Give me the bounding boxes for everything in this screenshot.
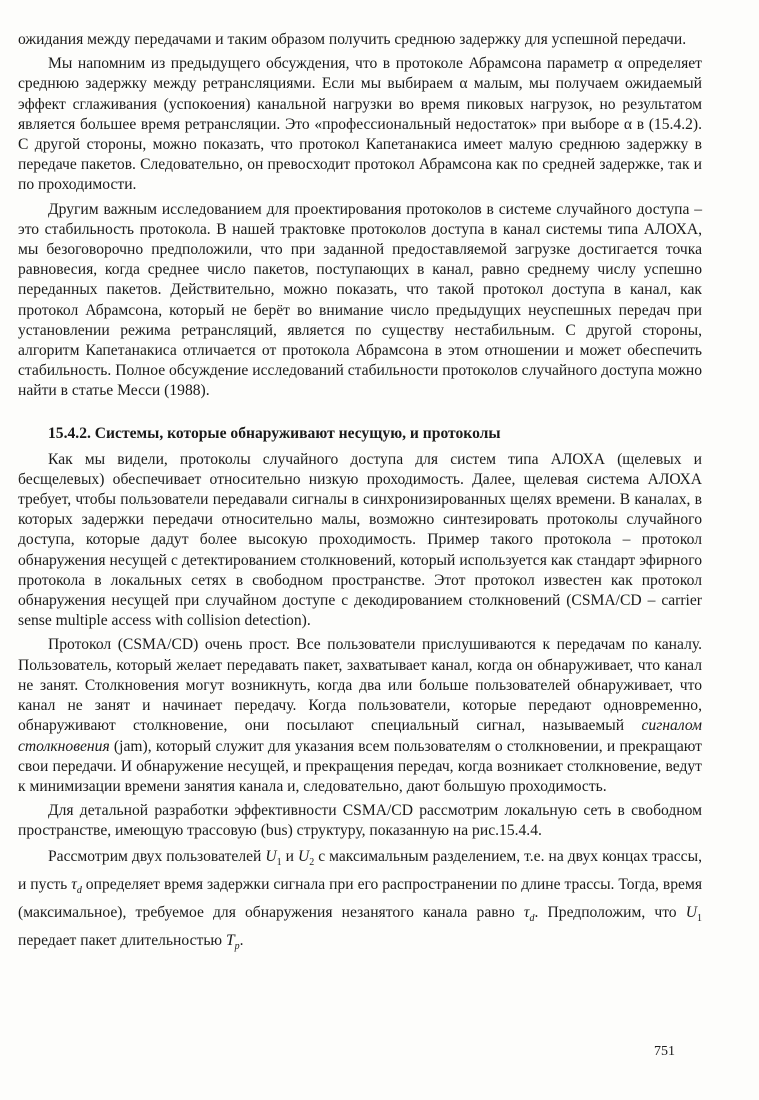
paragraph-7	[18, 846, 702, 958]
sub-p: p	[234, 940, 240, 952]
sub-d: d	[76, 884, 82, 896]
paragraph-2: Мы напомним из предыдущего обсуждения, что в протоколе Абрамсона параметр α определяет среднюю задержку между ретрансляциями. Если мы выбираем α малым, мы получаем ожидаемый эффект сглаживания (успокоения) канальной нагрузки во время пиковых нагрузок, но результатом является большее время ретрансляции. Это «профессиональный недостаток» при выборе α в (15.4.2). С другой стороны, можно показать, что протокол Капетанакиса имеет малую среднюю задержку в передаче пакетов. Следовательно, он превосходит протокол Абрамсона как по средней задержке, так и по проходимости.	[18, 55, 702, 194]
sub-2: 2	[309, 856, 315, 868]
paragraph-1: ожидания между передачами и таким образом получить среднюю задержку для успешной передачи.	[18, 31, 687, 48]
p5-emphasis: сигналом столкновения	[18, 717, 702, 755]
p7-and: и	[281, 847, 298, 865]
p7-text-e: . Предположим, что	[534, 903, 686, 921]
paragraph-4: Как мы видели, протоколы случайного доступа для систем типа АЛОХА (щелевых и бесщелевых) обеспечивает относительно низкую проходимость. Далее, щелевая система АЛОХА требует, чтобы пользователи передавали сигналы в синхронизированных щелях времени. В каналах, в которых задержки передачи относительно малы, возможно синтезировать протоколы случайного доступа, которые дадут более высокую проходимость. Пример такого протокола – протокол обнаружения несущей с детектированием столкновений, который используется как стандарт эфирного протокола в локальных сетях в свободном пространстве. Этот протокол известен как протокол обнаружения несущей при случайном доступе с декодированием столкновений (CSMA/CD – carrier sense multiple access with collision detection).	[18, 450, 702, 630]
paragraph-5	[18, 635, 702, 797]
p5-text-b: (jam), который служит для указания всем пользователям о столкновении, и прекращают свои передачи. И обнаружение несущей, и прекращения передач, когда возникает столкновение, ведут к минимизации времени занятия канала и, следовательно, дают большую проходимость.	[18, 737, 702, 795]
page-body	[18, 30, 702, 958]
p7-text-c: определяет время задержки сигнала при его распространении по длине трассы. Тогда, время (максимальное), требуемое для обнаружения незанятого канала равно	[18, 875, 702, 921]
paragraph-6: Для детальной разработки эффективности CSMA/CD рассмотрим локальную сеть в свободном пространстве, имеющую трассовую (bus) структуру, показанную на рис.15.4.4.	[18, 802, 702, 840]
sub-1: 1	[276, 856, 282, 868]
p7-text-g: .	[239, 931, 244, 949]
var-t: T	[225, 931, 235, 949]
var-tau-2: τ	[523, 903, 530, 921]
paragraph-3: Другим важным исследованием для проектирования протоколов в системе случайного доступа – это стабильность протокола. В нашей трактовке протоколов доступа в канал системы типа АЛОХА, мы безоговорочно предположили, что при заданной предоставляемой загрузке достигается точка равновесия, когда среднее число пакетов, поступающих в канал, равно среднему числу успешно переданных пакетов. Действительно, можно показать, что такой протокол доступа в канал, как протокол Абрамсона, который не берёт во внимание число предыдущих неуспешных передач при установлении режима ретрансляций, является по существу нестабильным. С другой стороны, алгоритм Капетанакиса отличается от протокола Абрамсона в этом отношении и может обеспечить стабильность. Полное обсуждение исследований стабильности протоколов случайного доступа можно найти в статье Месси (1988).	[18, 200, 702, 400]
page-number: 751	[654, 1044, 675, 1059]
sub-d-2: d	[529, 912, 535, 924]
section-heading: 15.4.2. Системы, которые обнаруживают несущую, и протоколы	[48, 424, 501, 442]
p5-text-a: Протокол (CSMA/CD) очень прост. Все пользователи прислушиваются к передачам по каналу. Пользователь, который желает передавать пакет, захватывает канал, когда он обнаруживает, что канал не занят. Столкновения могут возникнуть, когда два или больше пользователей обнаруживает, что канал не занят и начинает передачу. Когда пользователи, которые передают одновременно, обнаруживают столкновение, они посылают специальный сигнал, называемый	[18, 636, 702, 735]
var-u1: U	[265, 847, 277, 865]
var-u1-again: U	[685, 903, 697, 921]
p7-text-a: Рассмотрим двух пользователей	[48, 847, 266, 865]
var-tau: τ	[71, 875, 77, 893]
p7-text-f: передает пакет длительностью	[18, 931, 226, 949]
sub-1-again: 1	[697, 912, 702, 924]
var-u2: U	[297, 847, 310, 865]
p7-text-b: с максимальным разделением, т.е. на двух концах трассы, и пусть	[18, 847, 702, 893]
